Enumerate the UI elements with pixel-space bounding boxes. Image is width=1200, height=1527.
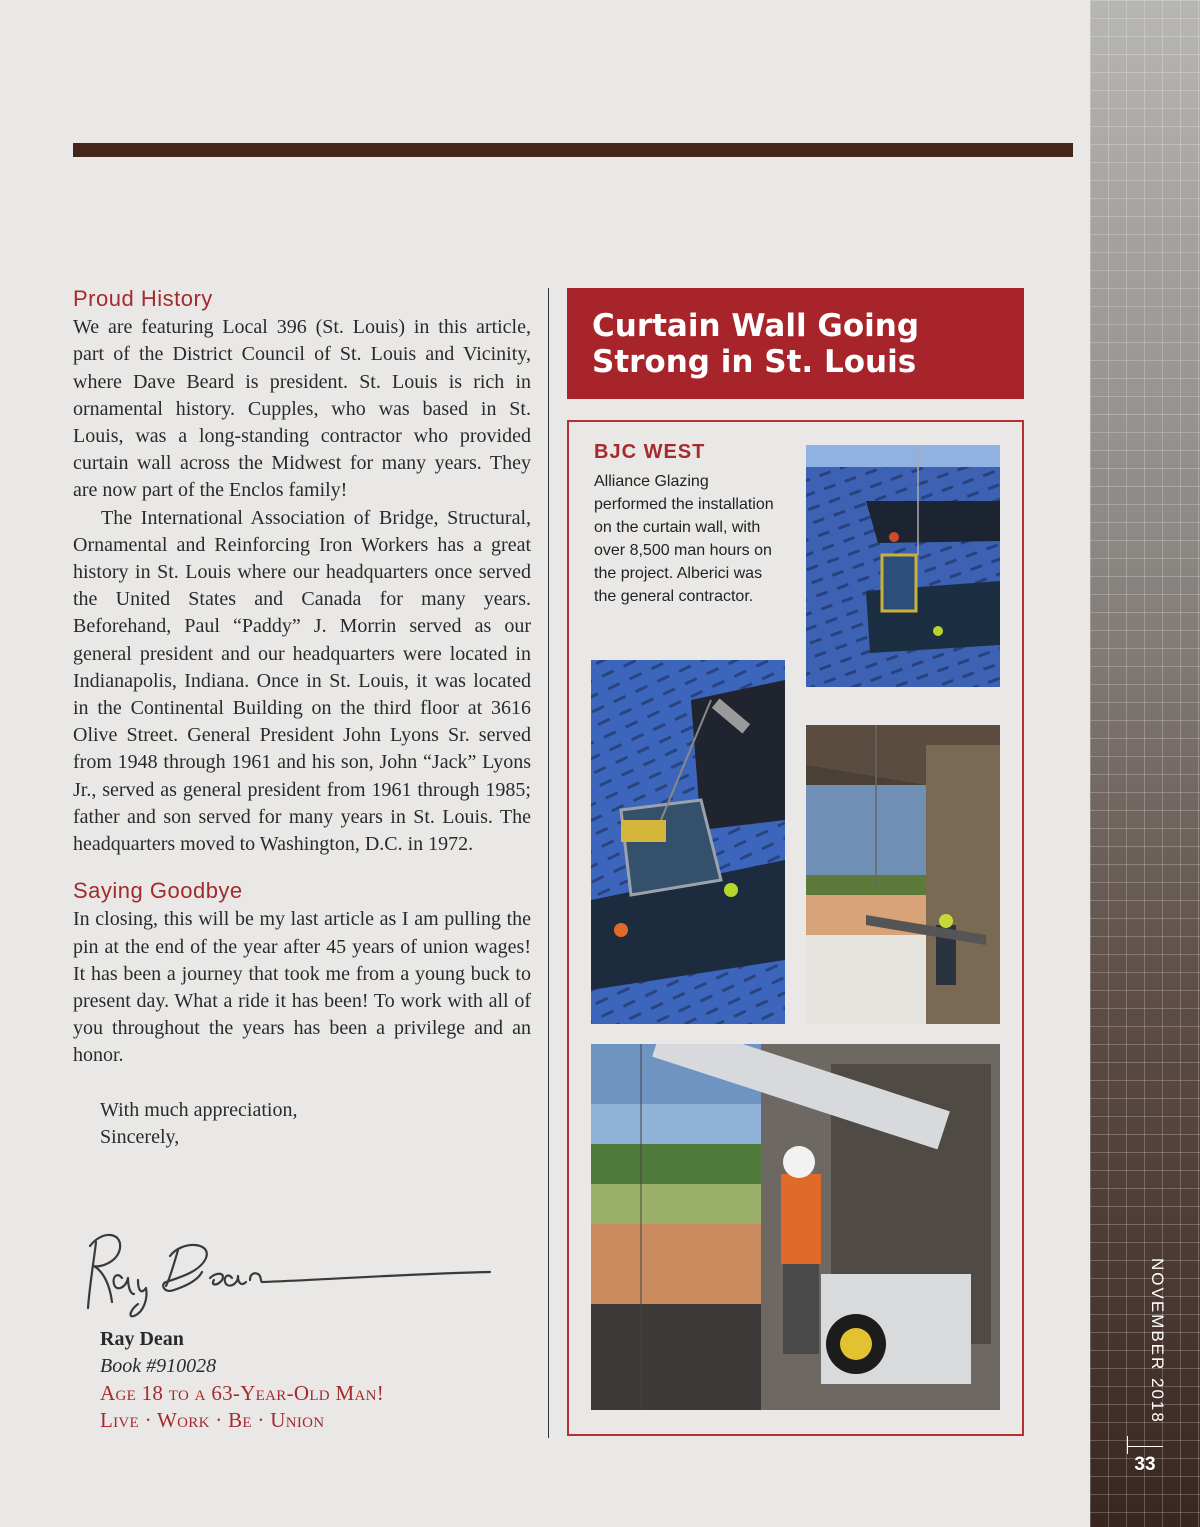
page-number: 33 bbox=[1134, 1454, 1156, 1475]
article-paragraph: We are featuring Local 396 (St. Louis) in this article, part of the District Council of St. Louis and Vicinity, where Dave Beard is president. St. Louis is rich in ornamental history. Cupples, who was based in St. Louis, was a long-standing contractor who provided curtain wall across the Midwest for many years. They are now part of the Enclos family! bbox=[73, 316, 531, 502]
article-paragraph: In closing, this will be my last article as I am pulling the pin at the end of the year after 45 years of union wages! It has been a journey that took me from a young buck to present day. What a ride it has been! To work with all of you throughout the years has been a privilege and an honor. bbox=[73, 908, 531, 1067]
handwritten-signature bbox=[82, 1220, 502, 1320]
sidebar-subheading: BJC WEST bbox=[594, 441, 706, 463]
column-divider bbox=[548, 288, 549, 1438]
photo-worker-crane bbox=[591, 1044, 1000, 1410]
closing-line: Sincerely, bbox=[100, 1125, 180, 1148]
sidebar-title-banner bbox=[567, 288, 1024, 399]
section-heading-saying-goodbye: Saying Goodbye bbox=[73, 878, 243, 904]
sidebar-caption: Alliance Glazing performed the installation on the curtain wall, with over 8,500 man hours on the project. Alberici was the general contractor. bbox=[594, 473, 774, 605]
author-motto: Live · Work · Be · Union bbox=[100, 1408, 325, 1432]
author-name: Ray Dean bbox=[100, 1328, 184, 1350]
closing-line: With much appreciation, bbox=[100, 1098, 298, 1121]
footer-rule bbox=[1127, 1446, 1163, 1447]
footer-divider bbox=[1127, 1436, 1128, 1454]
main-article-column bbox=[73, 285, 531, 1151]
issue-date: NOVEMBER 2018 bbox=[1148, 1258, 1167, 1424]
author-book-number: Book #910028 bbox=[100, 1355, 217, 1377]
signature-block bbox=[100, 1326, 520, 1434]
article-paragraph: The International Association of Bridge, Structural, Ornamental and Reinforcing Iron Workers has a great history in St. Louis where our headquarters once served the United States and Canada for many years. Beforehand, Paul “Paddy” J. Morrin served as our general president and our headquarters were located in Indianapolis, Indiana. Once in St. Louis, it was located in the Continental Building on the third floor at 3616 Olive Street. General President John Lyons Sr. served from 1948 through 1961 and his son, John “Jack” Lyons Jr., served as general president from 1961 through 1985; father and son served for many years in St. Louis. The headquarters moved to Washington, D.C. in 1972. bbox=[73, 506, 531, 856]
photo-curtain-wall-facade bbox=[806, 445, 1000, 687]
header-rule bbox=[73, 143, 1073, 157]
section-heading-proud-history: Proud History bbox=[73, 286, 213, 311]
author-tagline: Age 18 to a 63-Year-Old Man! bbox=[100, 1381, 385, 1405]
photo-worker-balcony bbox=[806, 725, 1000, 1024]
sidebar-title: Curtain Wall Going Strong in St. Louis bbox=[592, 308, 920, 380]
photo-glass-panel-lift bbox=[591, 660, 785, 1024]
